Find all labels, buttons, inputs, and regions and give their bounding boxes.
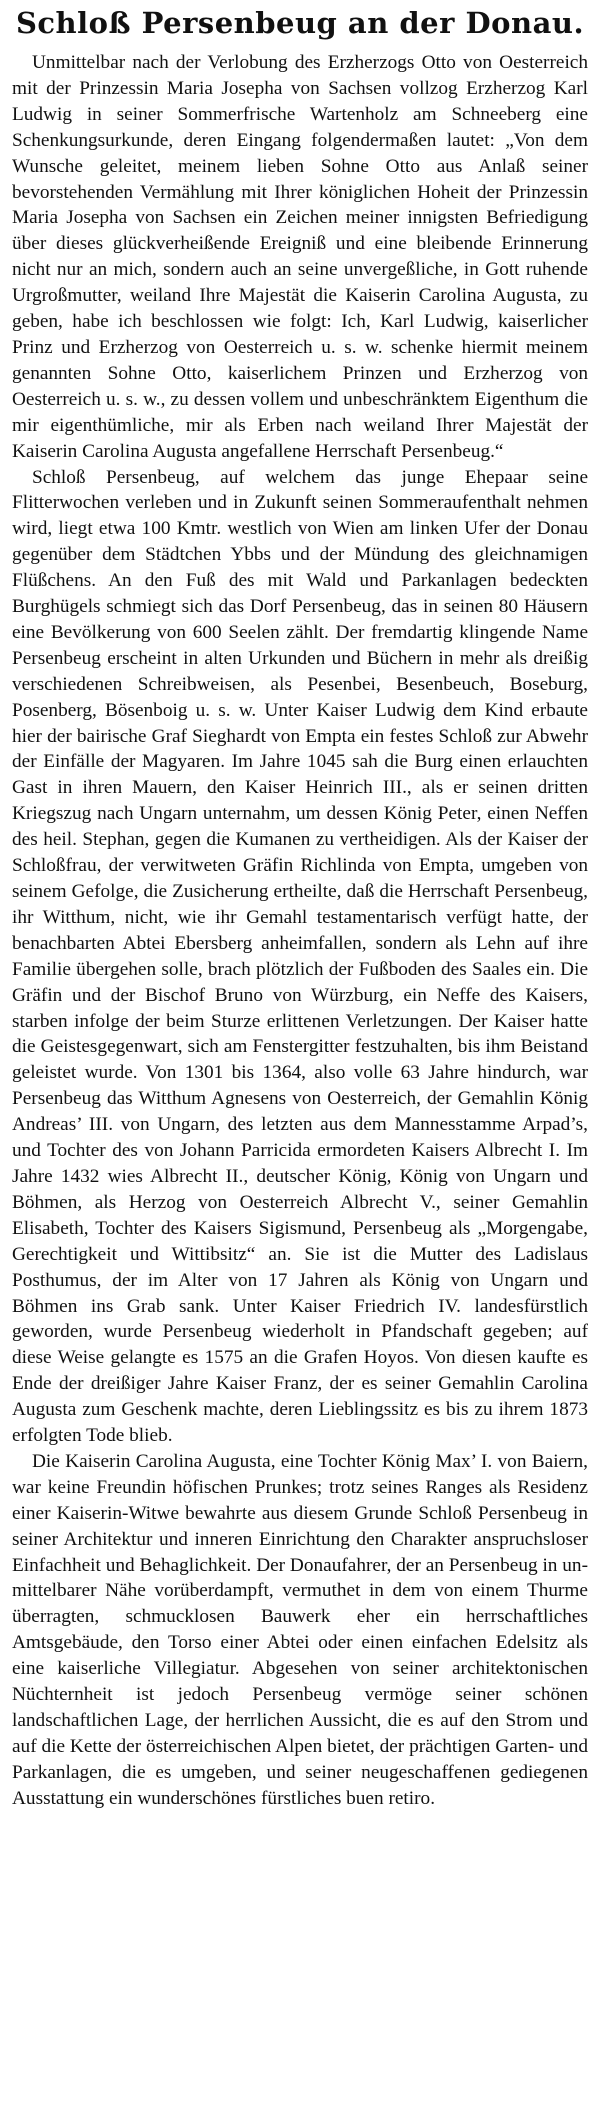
article-title: Schloß Persenbeug an der Donau. <box>15 6 585 40</box>
article-paragraph-2: Schloß Persenbeug, auf welchem das junge Ehepaar seine Flitterwochen verleben und in Zukunft seinen Sommeraufenthalt nehmen wird, liegt etwa 100 Kmtr. westlich von Wien am linken Ufer der Donau gegenüber dem Städtchen Ybbs und der Mündung des gleichnamigen Flüßchens. An den Fuß des mit Wald und Parkanlagen bedeckten Burghügels schmiegt sich das Dorf Persenbeug, das in seinen 80 Häusern eine Bevölkerung von 600 Seelen zählt. Der fremdartig klingende Name Persenbeug erscheint in alten Urkunden und Büchern in mehr als dreißig verschiedenen Schreibweisen, als Pesenbei, Besenbeuch, Boseburg, Posenberg, Bösenboig u. s. w. Unter Kaiser Ludwig dem Kind erbaute hier der bairische Graf Sieghardt von Empta ein festes Schloß zur Abwehr der Einfälle der Magyaren. Im Jahre 1045 sah die Burg einen erlauchten Gast in ihren Mauern, den Kaiser Heinrich III., als er seinen dritten Kriegszug nach Ungarn unternahm, um dessen König Peter, einen Neffen des heil. Stephan, gegen die Kumanen zu vertheidigen. Als der Kaiser der Schloßfrau, der verwitweten Gräfin Richlinda von Empta, umgeben von seinem Gefolge, die Zusicherung ertheilte, daß die Herrschaft Persenbeug, ihr Witthum, nicht, wie ihr Gemahl testamentarisch verfügt hatte, der benachbarten Abtei Ebersberg anheimfallen, sondern als Lehn auf ihre Familie übergehen solle, brach plötzlich der Fußboden des Saales ein. Die Gräfin und der Bischof Bruno von Würzburg, ein Neffe des Kaisers, starben infolge der beim Sturze erlittenen Verletzungen. Der Kaiser hatte die Geistesgegenwart, sich am Fenstergitter festzuhalten, bis ihm Beistand geleistet wurde. Von 1301 bis 1364, also volle 63 Jahre hindurch, war Persenbeug das Witthum Agnesens von Oesterreich, der Gemahlin König Andreas’ III. von Ungarn, des letzten aus dem Mannesstamme Arpad’s, und Tochter des von Johann Parricida ermordeten Kaisers Albrecht I. Im Jahre 1432 wies Albrecht II., deutscher König, König von Ungarn und Böhmen, als Herzog von Oesterreich Albrecht V., seiner Gemahlin Elisabeth, Tochter des Kaisers Sigismund, Persenbeug als „Morgengabe, Gerechtigkeit und Wittibsitz“ an. Sie ist die Mutter des Ladislaus Posthumus, der im Alter von 17 Jahren als König von Ungarn und Böhmen ins Grab sank. Unter Kaiser Friedrich IV. landesfürstlich geworden, wurde Persenbeug wiederholt in Pfandschaft gegeben; auf diese Weise gelangte es 1575 an die Grafen Hoyos. Von diesen kaufte es Ende der dreißiger Jahre Kaiser Franz, der es seiner Gemahlin Carolina Augusta zum Geschenk machte, deren Lieblingssitz es bis zu ihrem 1873 erfolgten Tode blieb. <box>12 466 588 1447</box>
newspaper-column <box>12 0 588 2111</box>
article-paragraph-3: Die Kaiserin Carolina Augusta, eine Tochter König Max’ I. von Baiern, war keine Freundin höfischen Prunkes; trotz seines Ranges als Residenz einer Kaiserin-Witwe bewahrte aus diesem Grunde Schloß Persenbeug in seiner Architektur und inneren Einrichtung den Charakter anspruchsloser Einfachheit und Behaglichkeit. Der Donaufahrer, der an Persenbeug in unmittelbarer Nähe vorüberdampft, vermuthet in dem von einem Thurme überragten, schmucklosen Bauwerk eher ein herrschaftliches Amtsgebäude, den Torso einer Abtei oder einen einfachen Edelsitz als eine kaiserliche Villegiatur. Abgesehen von seiner architektonischen Nüchternheit ist jedoch Persenbeug vermöge seiner schönen landschaftlichen Lage, der herrlichen Aussicht, die es auf den Strom und auf die Kette der österreichischen Alpen bietet, der prächtigen Garten- und Parkanlagen, die es umgeben, und seiner neugeschaffenen gediegenen Ausstattung ein wunderschönes fürstliches buen retiro. <box>12 1450 588 1809</box>
article-paragraph-1: Unmittelbar nach der Verlobung des Erzherzogs Otto von Oesterreich mit der Prinzessin Maria Josepha von Sachsen vollzog Erzherzog Karl Ludwig in seiner Sommerfrische Wartenholz am Schneeberg eine Schenkungsurkunde, deren Eingang folgendermaßen lautet: „Von dem Wunsche geleitet, meinem lieben Sohne Otto aus Anlaß seiner bevorstehenden Vermählung mit Ihrer königlichen Hoheit der Prinzessin Maria Josepha von Sachsen ein Zeichen meiner innigsten Befriedigung über dieses glückverheißende Ereigniß und eine bleibende Erinnerung nicht nur an mich, sondern auch an seine unvergeßliche, in Gott ruhende Urgroßmutter, weiland Ihre Majestät die Kaiserin Carolina Augusta, zu geben, habe ich beschlossen wie folgt: Ich, Karl Ludwig, kaiserlicher Prinz und Erzherzog von Oesterreich u. s. w. schenke hiermit meinem genannten Sohne Otto, kaiserlichem Prinzen und Erzherzog von Oesterreich u. s. w., zu dessen vollem und unbeschränktem Eigenthum die mir eigenthümliche, mir als Erben nach weiland Ihrer Majestät der Kaiserin Carolina Augusta angefallene Herrschaft Persenbeug.“ <box>12 52 588 462</box>
